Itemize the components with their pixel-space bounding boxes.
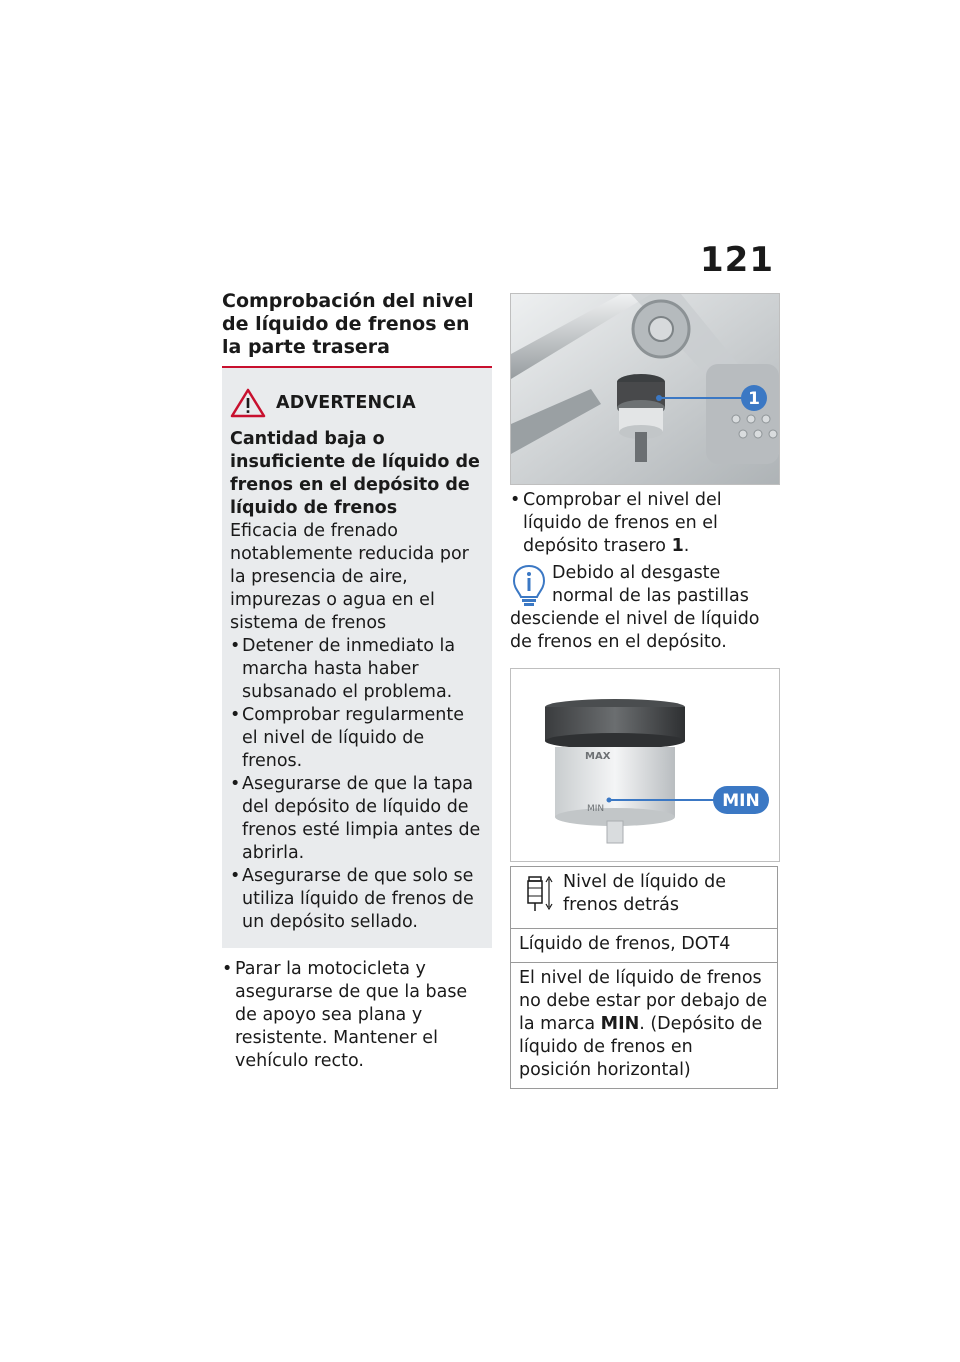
table-header-text: Nivel de líquido de frenos detrás [563, 872, 726, 915]
max-mark-label: MAX [585, 751, 611, 762]
left-column [222, 290, 492, 1073]
photo-callout-number: 1 [748, 389, 760, 409]
warning-box [222, 368, 492, 948]
step-text: Comprobar el nivel del líquido de frenos en el depósito trasero [523, 490, 722, 556]
step-item [222, 958, 492, 1073]
warning-triangle-icon [230, 388, 266, 418]
info-note [510, 562, 780, 654]
reservoir-level-illustration [510, 668, 780, 862]
table-cell [511, 963, 778, 1089]
warning-header [230, 388, 482, 418]
warning-bullet: • Asegurarse de que la tapa del depósito de líquido de frenos esté limpia antes de abrirla. [230, 773, 482, 865]
table-row [511, 929, 778, 963]
min-mark-text: MIN [600, 1014, 640, 1034]
min-callout-label: MIN [722, 791, 760, 811]
table-cell-text: El nivel de líquido de frenos no debe estar por debajo de la marca [519, 968, 768, 1034]
level-gauge-icon [519, 871, 555, 922]
page-number: 121 [700, 240, 774, 280]
section-title: Comprobación del nivel de líquido de frenos en la parte trasera [222, 290, 474, 358]
step-item [510, 489, 780, 558]
info-icon [510, 562, 548, 608]
right-column [510, 293, 780, 1089]
table-header-cell [511, 867, 778, 929]
step-period: . [683, 536, 690, 556]
warning-label: ADVERTENCIA [276, 392, 416, 413]
warning-bullet: • Comprobar regularmente el nivel de líquido de frenos. [230, 704, 482, 773]
table-cell: Líquido de frenos, DOT4 [511, 929, 778, 963]
table-cell-text: . (Depósito de líquido de frenos en posición horizontal) [519, 1014, 763, 1080]
step-text: Parar la motocicleta y asegurarse de que la base de apoyo sea plana y resistente. Mantener el vehículo recto. [235, 959, 468, 1071]
step-reference: 1 [671, 536, 684, 556]
spec-table [510, 866, 778, 1089]
warning-subtitle: Cantidad baja o insuficiente de líquido de frenos en el depósito de líquido de frenos [230, 429, 480, 518]
min-mark-label: MIN [587, 804, 605, 814]
step-bullet: • [222, 959, 233, 979]
warning-bullet-list [230, 635, 482, 934]
step-bullet: • [510, 490, 521, 510]
table-row [511, 963, 778, 1089]
warning-description: Eficacia de frenado notablemente reducida por la presencia de aire, impurezas o agua en el sistema de frenos [230, 521, 469, 633]
table-row [511, 867, 778, 929]
info-note-text: Debido al desgaste normal de las pastillas desciende el nivel de líquido de frenos en el depósito. [510, 563, 760, 652]
warning-bullet: • Detener de inmediato la marcha hasta haber subsanado el problema. [230, 635, 482, 704]
warning-bullet: • Asegurarse de que solo se utiliza líquido de frenos de un depósito sellado. [230, 865, 482, 934]
rear-reservoir-photo [510, 293, 780, 485]
